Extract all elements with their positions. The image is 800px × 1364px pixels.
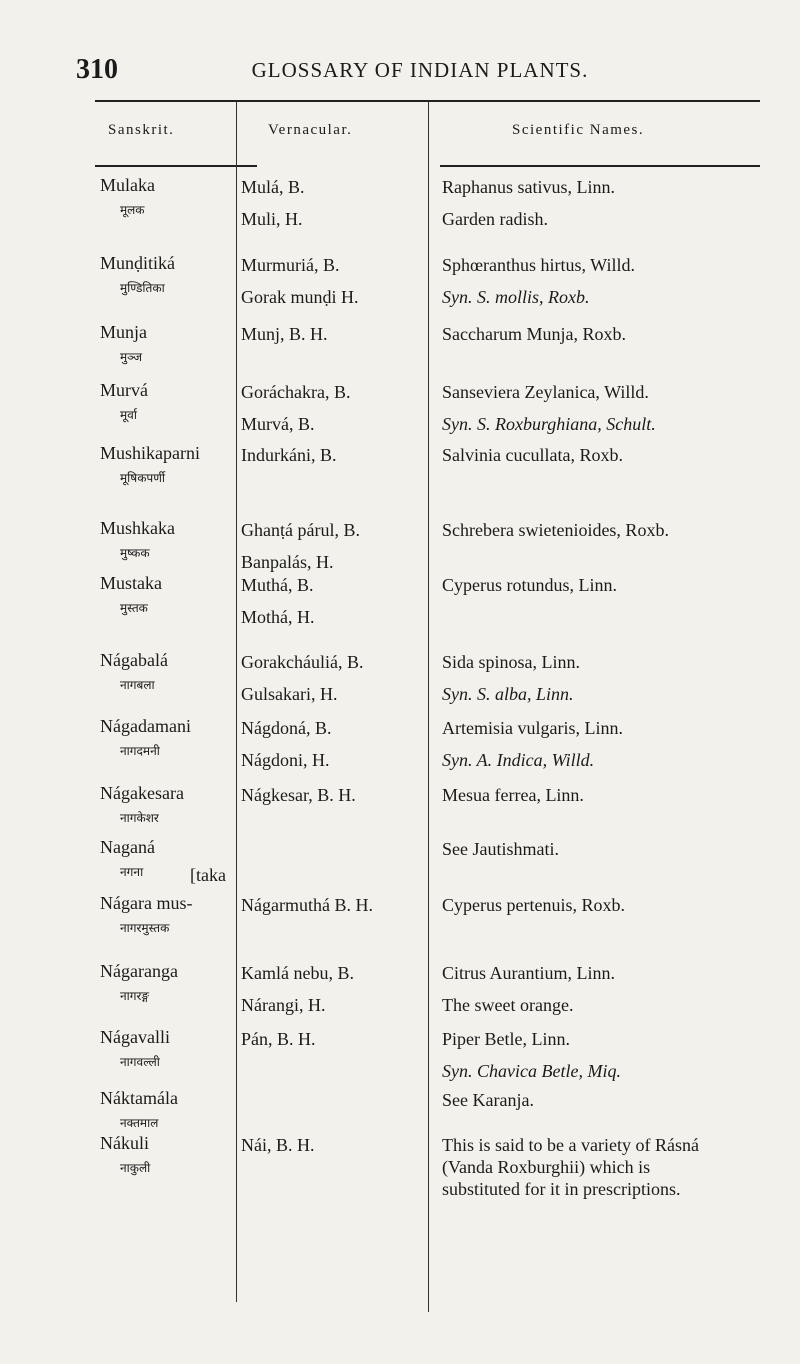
vernacular-name: Kamlá nebu, B.	[241, 963, 354, 983]
devanagari-term: नगना	[120, 865, 144, 879]
scientific-name: Citrus Aurantium, Linn.	[442, 963, 615, 983]
sanskrit-term: Mulaka	[100, 175, 155, 195]
vernacular-name: Nágdoni, H.	[241, 750, 330, 770]
scientific-name: Mesua ferrea, Linn.	[442, 785, 584, 805]
sanskrit-term: Náktamála	[100, 1088, 178, 1108]
devanagari-term: नाकुली	[120, 1161, 151, 1175]
column-divider	[236, 102, 237, 1302]
vernacular-name: Murmuriá, B.	[241, 255, 340, 275]
scientific-name: Syn. S. Roxburghiana, Schult.	[442, 414, 656, 434]
vernacular-name: Indurkáni, B.	[241, 445, 337, 465]
vernacular-name: Nágarmuthá B. H.	[241, 895, 373, 915]
sanskrit-term: Murvá	[100, 380, 148, 400]
vernacular-name: Gorakcháuliá, B.	[241, 652, 364, 672]
scientific-name: Sida spinosa, Linn.	[442, 652, 580, 672]
devanagari-term: नागबला	[120, 678, 155, 692]
scientific-name: Garden radish.	[442, 209, 548, 229]
scientific-name: Syn. Chavica Betle, Miq.	[442, 1061, 621, 1081]
sanskrit-term: Nágabalá	[100, 650, 168, 670]
scientific-name: Cyperus rotundus, Linn.	[442, 575, 617, 595]
column-divider	[428, 102, 429, 1312]
devanagari-term: मुष्कक	[120, 546, 150, 560]
devanagari-term: मुञ्ज	[120, 350, 143, 364]
scientific-name: See Jautishmati.	[442, 839, 559, 859]
vernacular-name: Munj, B. H.	[241, 324, 328, 344]
scientific-name: The sweet orange.	[442, 995, 574, 1015]
sanskrit-term: Munḍitiká	[100, 253, 175, 273]
devanagari-term: मुण्डितिका	[120, 281, 165, 295]
scientific-name: substituted for it in prescriptions.	[442, 1179, 681, 1199]
vernacular-name: Mulá, B.	[241, 177, 305, 197]
sanskrit-term: Nágadamani	[100, 716, 191, 736]
column-rule	[95, 165, 257, 167]
scientific-name: Syn. S. mollis, Roxb.	[442, 287, 590, 307]
vernacular-name: Goráchakra, B.	[241, 382, 351, 402]
devanagari-term: मूलक	[120, 203, 145, 217]
scientific-name: Syn. S. alba, Linn.	[442, 684, 574, 704]
devanagari-term: नागदमनी	[120, 744, 160, 758]
vernacular-name: Nái, B. H.	[241, 1135, 315, 1155]
sanskrit-term: Mustaka	[100, 573, 162, 593]
vernacular-name: Nágkesar, B. H.	[241, 785, 356, 805]
sanskrit-term: Nágaranga	[100, 961, 178, 981]
column-header-sanskrit: Sanskrit.	[108, 122, 175, 138]
page-title: GLOSSARY OF INDIAN PLANTS.	[251, 58, 589, 82]
sanskrit-term: Nákuli	[100, 1133, 149, 1153]
devanagari-term: नागरमुस्तक	[120, 921, 170, 935]
devanagari-term: मूषिकपर्णी	[120, 471, 166, 485]
sanskrit-term: Munja	[100, 322, 147, 342]
sanskrit-term: Mushkaka	[100, 518, 175, 538]
scientific-name: This is said to be a variety of Rásná	[442, 1135, 699, 1155]
vernacular-name: Muli, H.	[241, 209, 303, 229]
devanagari-term: नागवल्ली	[120, 1055, 160, 1069]
sanskrit-term: Mushikaparni	[100, 443, 200, 463]
vernacular-name: Gulsakari, H.	[241, 684, 338, 704]
column-header-vernacular: Vernacular.	[268, 122, 353, 138]
sanskrit-term: Nágakesara	[100, 783, 184, 803]
vernacular-name: Ghanṭá párul, B.	[241, 520, 360, 540]
scientific-name: Raphanus sativus, Linn.	[442, 177, 615, 197]
column-header-scientific: Scientific Names.	[512, 122, 645, 138]
sanskrit-term: Nágara mus-	[100, 893, 193, 913]
page-number: 310	[76, 54, 118, 85]
scientific-name: See Karanja.	[442, 1090, 534, 1110]
vernacular-name: Nágdoná, B.	[241, 718, 332, 738]
sanskrit-term: Nágavalli	[100, 1027, 170, 1047]
scientific-name: Artemisia vulgaris, Linn.	[442, 718, 623, 738]
scientific-name: Syn. A. Indica, Willd.	[442, 750, 595, 770]
vernacular-name: Muthá, B.	[241, 575, 314, 595]
devanagari-term: नागकेशर	[120, 811, 159, 825]
scientific-name: Cyperus pertenuis, Roxb.	[442, 895, 625, 915]
sanskrit-term: Naganá	[100, 837, 155, 857]
scientific-name: Schrebera swietenioides, Roxb.	[442, 520, 669, 540]
scientific-name: Sanseviera Zeylanica, Willd.	[442, 382, 649, 402]
vernacular-name: Murvá, B.	[241, 414, 315, 434]
vernacular-name: Banpalás, H.	[241, 552, 334, 572]
devanagari-term: मूर्वा	[120, 408, 137, 422]
vernacular-name: Gorak munḍi H.	[241, 287, 359, 307]
vernacular-name: Nárangi, H.	[241, 995, 326, 1015]
scientific-name: (Vanda Roxburghii) which is	[442, 1157, 651, 1177]
column-rule	[440, 165, 760, 167]
devanagari-term: नक्तमाल	[120, 1116, 159, 1130]
devanagari-term: नागरङ्ग	[120, 989, 150, 1003]
vernacular-name: Mothá, H.	[241, 607, 315, 627]
devanagari-term: मुस्तक	[120, 601, 148, 615]
vernacular-name: Pán, B. H.	[241, 1029, 316, 1049]
sanskrit-term-continuation: [taka	[190, 865, 226, 885]
page-header	[0, 50, 800, 90]
scientific-name: Saccharum Munja, Roxb.	[442, 324, 626, 344]
scientific-name: Piper Betle, Linn.	[442, 1029, 570, 1049]
scientific-name: Salvinia cucullata, Roxb.	[442, 445, 623, 465]
scientific-name: Sphœranthus hirtus, Willd.	[442, 255, 635, 275]
